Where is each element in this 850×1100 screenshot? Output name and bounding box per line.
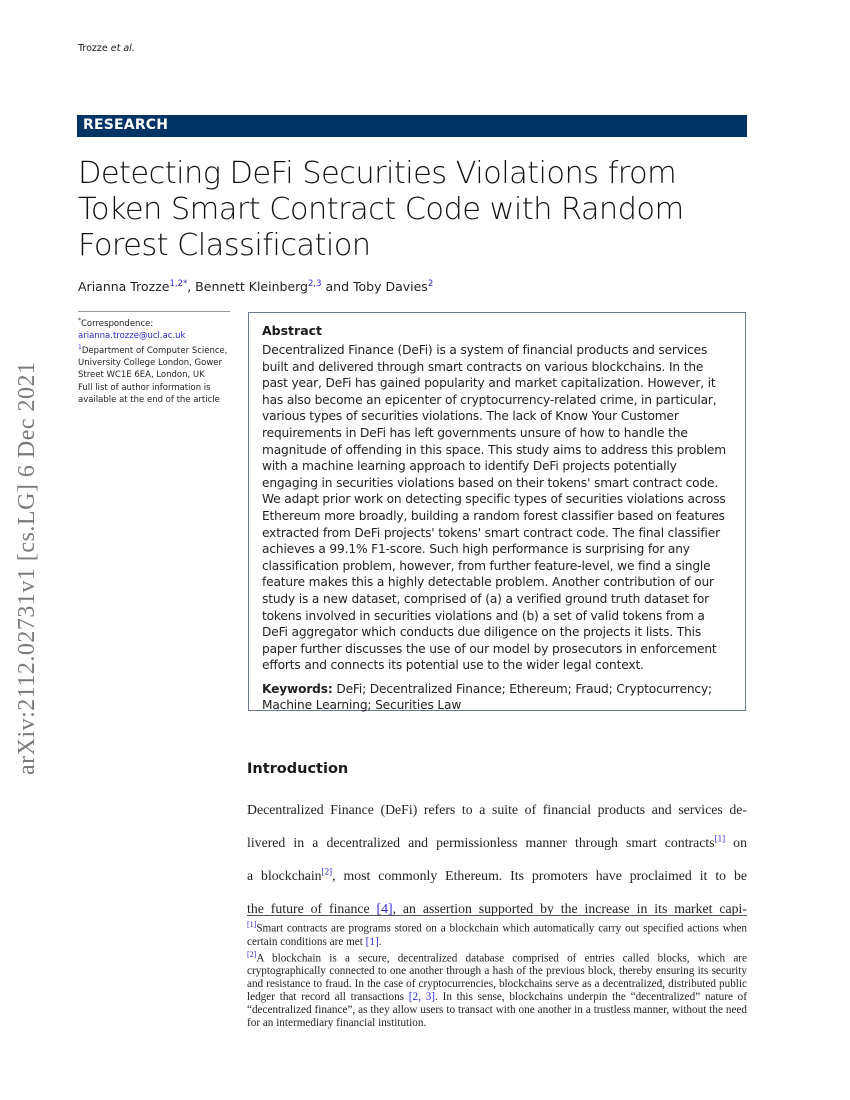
author-affiliation-link[interactable]: 1,2*	[169, 279, 188, 289]
footnote-link[interactable]: [1]	[714, 833, 726, 844]
author-name: Arianna Trozze	[78, 279, 170, 295]
affiliation-text: Department of Computer Science, University College London, Gower Street WC1E 6EA, London, UK	[78, 346, 228, 381]
introduction-line	[247, 793, 747, 826]
citation-link[interactable]: [4]	[376, 901, 393, 916]
introduction-line	[247, 826, 747, 859]
citation-link[interactable]: [1]	[365, 935, 379, 948]
abstract-text: Decentralized Finance (DeFi) is a system of financial products and services built and delivered through smart contracts on various blockchains. In the past year, DeFi has gained popularity and market capitalization. However, it has also become an epicenter of cryptocurrency-related crime, in particular, various types of securities violations. The lack of Know Your Customer requirements in DeFi has left governments unsure of how to handle the magnitude of offending in this space. This study aims to address this problem with a machine learning approach to identify DeFi projects potentially engaging in securities violations based on their tokens' smart contract code. We adapt prior work on detecting specific types of securities violations across Ethereum more broadly, building a random forest classifier based on features extracted from DeFi projects' tokens' smart contract code. The final classifier achieves a 99.1% F1-score. Such high performance is surprising for any classification problem, however, from further feature-level, we find a single feature makes this a highly detectable problem. Another contribution of our study is a new dataset, comprised of (a) a verified ground truth dataset for tokens involved in securities violations and (b) a set of valid tokens from a DeFi aggregator which conducts due diligence on the projects it lists. This paper further discusses the use of our model by prosecutors in enforcement efforts and connects its potential use to the wider legal context.	[262, 343, 726, 673]
introduction-body	[247, 793, 747, 925]
introduction-line	[247, 859, 747, 892]
author-separator: ,	[187, 279, 196, 295]
correspondence-email-link[interactable]: arianna.trozze@ucl.ac.uk	[78, 331, 186, 342]
introduction-heading: Introduction	[247, 761, 349, 777]
running-head	[78, 43, 135, 54]
author-affiliation-link[interactable]: 2	[427, 279, 434, 289]
author-info-note: Full list of author information is available at the end of the article	[78, 382, 220, 405]
author-list	[78, 279, 433, 294]
section-label-bar	[77, 115, 747, 137]
correspondence-mark: *	[78, 317, 81, 324]
abstract-heading: Abstract	[262, 323, 323, 338]
text-run: a blockchain	[247, 868, 322, 883]
correspondence-notes	[78, 311, 230, 406]
text-run: the future of finance	[247, 901, 377, 916]
keywords-list: DeFi; Decentralized Finance; Ethereum; Fraud; Cryptocurrency; Machine Learning; Securities Law	[262, 681, 712, 713]
citation-link[interactable]: [2, 3]	[408, 991, 436, 1003]
text-run: livered in a decentralized and permissionless manner through smart contracts	[247, 835, 715, 850]
running-head-author: Trozze	[78, 43, 108, 54]
arxiv-identifier-stamp: arXiv:2112.02731v1 [cs.LG] 6 Dec 2021	[14, 361, 40, 775]
author-name: Bennett Kleinberg	[195, 279, 308, 295]
paper-title: Detecting DeFi Securities Violations from Token Smart Contract Code with Random Forest Classification	[78, 156, 684, 263]
affiliation-mark: 1	[78, 344, 82, 352]
keywords-label: Keywords:	[262, 681, 333, 696]
footnote-text: .	[378, 935, 382, 948]
text-run: on	[725, 835, 747, 850]
text-run: Decentralized Finance (DeFi) refers to a suite of financial products and services de-	[247, 802, 747, 817]
footnote-mark[interactable]: [2]	[247, 949, 257, 959]
footnote-text: A blockchain is a secure, decentralized database comprised of entries called blocks, which are cryptographically connected to one another through a hash of the previous block, thereby ensuring its security and resistance to fraud. In the case of cryptocurrencies, blockchains serve as a decentralized, distributed public ledger that record all transactions	[247, 952, 747, 1003]
running-head-etal: et al.	[110, 43, 135, 54]
footnote	[247, 919, 747, 949]
author-separator: and	[321, 279, 353, 295]
text-run: , most commonly Ethereum. Its promoters have proclaimed it to be	[332, 868, 747, 883]
keywords	[262, 681, 732, 714]
footnote-text: . In this sense, blockchains underpin the “decentralized” nature of “decentralized finance”, as they allow users to transact with one another in a trustless manner, without the need for an intermediary financial institution.	[247, 991, 747, 1029]
author-affiliation-link[interactable]: 2,3	[307, 279, 322, 289]
footnote-mark[interactable]: [1]	[247, 920, 257, 929]
section-label: RESEARCH	[83, 117, 169, 133]
footnote-link[interactable]: [2]	[321, 866, 333, 877]
abstract-box	[248, 312, 746, 711]
footnotes	[247, 915, 747, 1030]
text-run: , an assertion supported by the increase in its market capi-	[392, 901, 747, 916]
author-name: Toby Davies	[352, 279, 428, 295]
footnote-text: Smart contracts are programs stored on a blockchain which automatically carry out specified actions when certain conditions are met	[247, 922, 747, 948]
footnote	[247, 949, 747, 1030]
correspondence-label: Correspondence:	[81, 318, 154, 329]
